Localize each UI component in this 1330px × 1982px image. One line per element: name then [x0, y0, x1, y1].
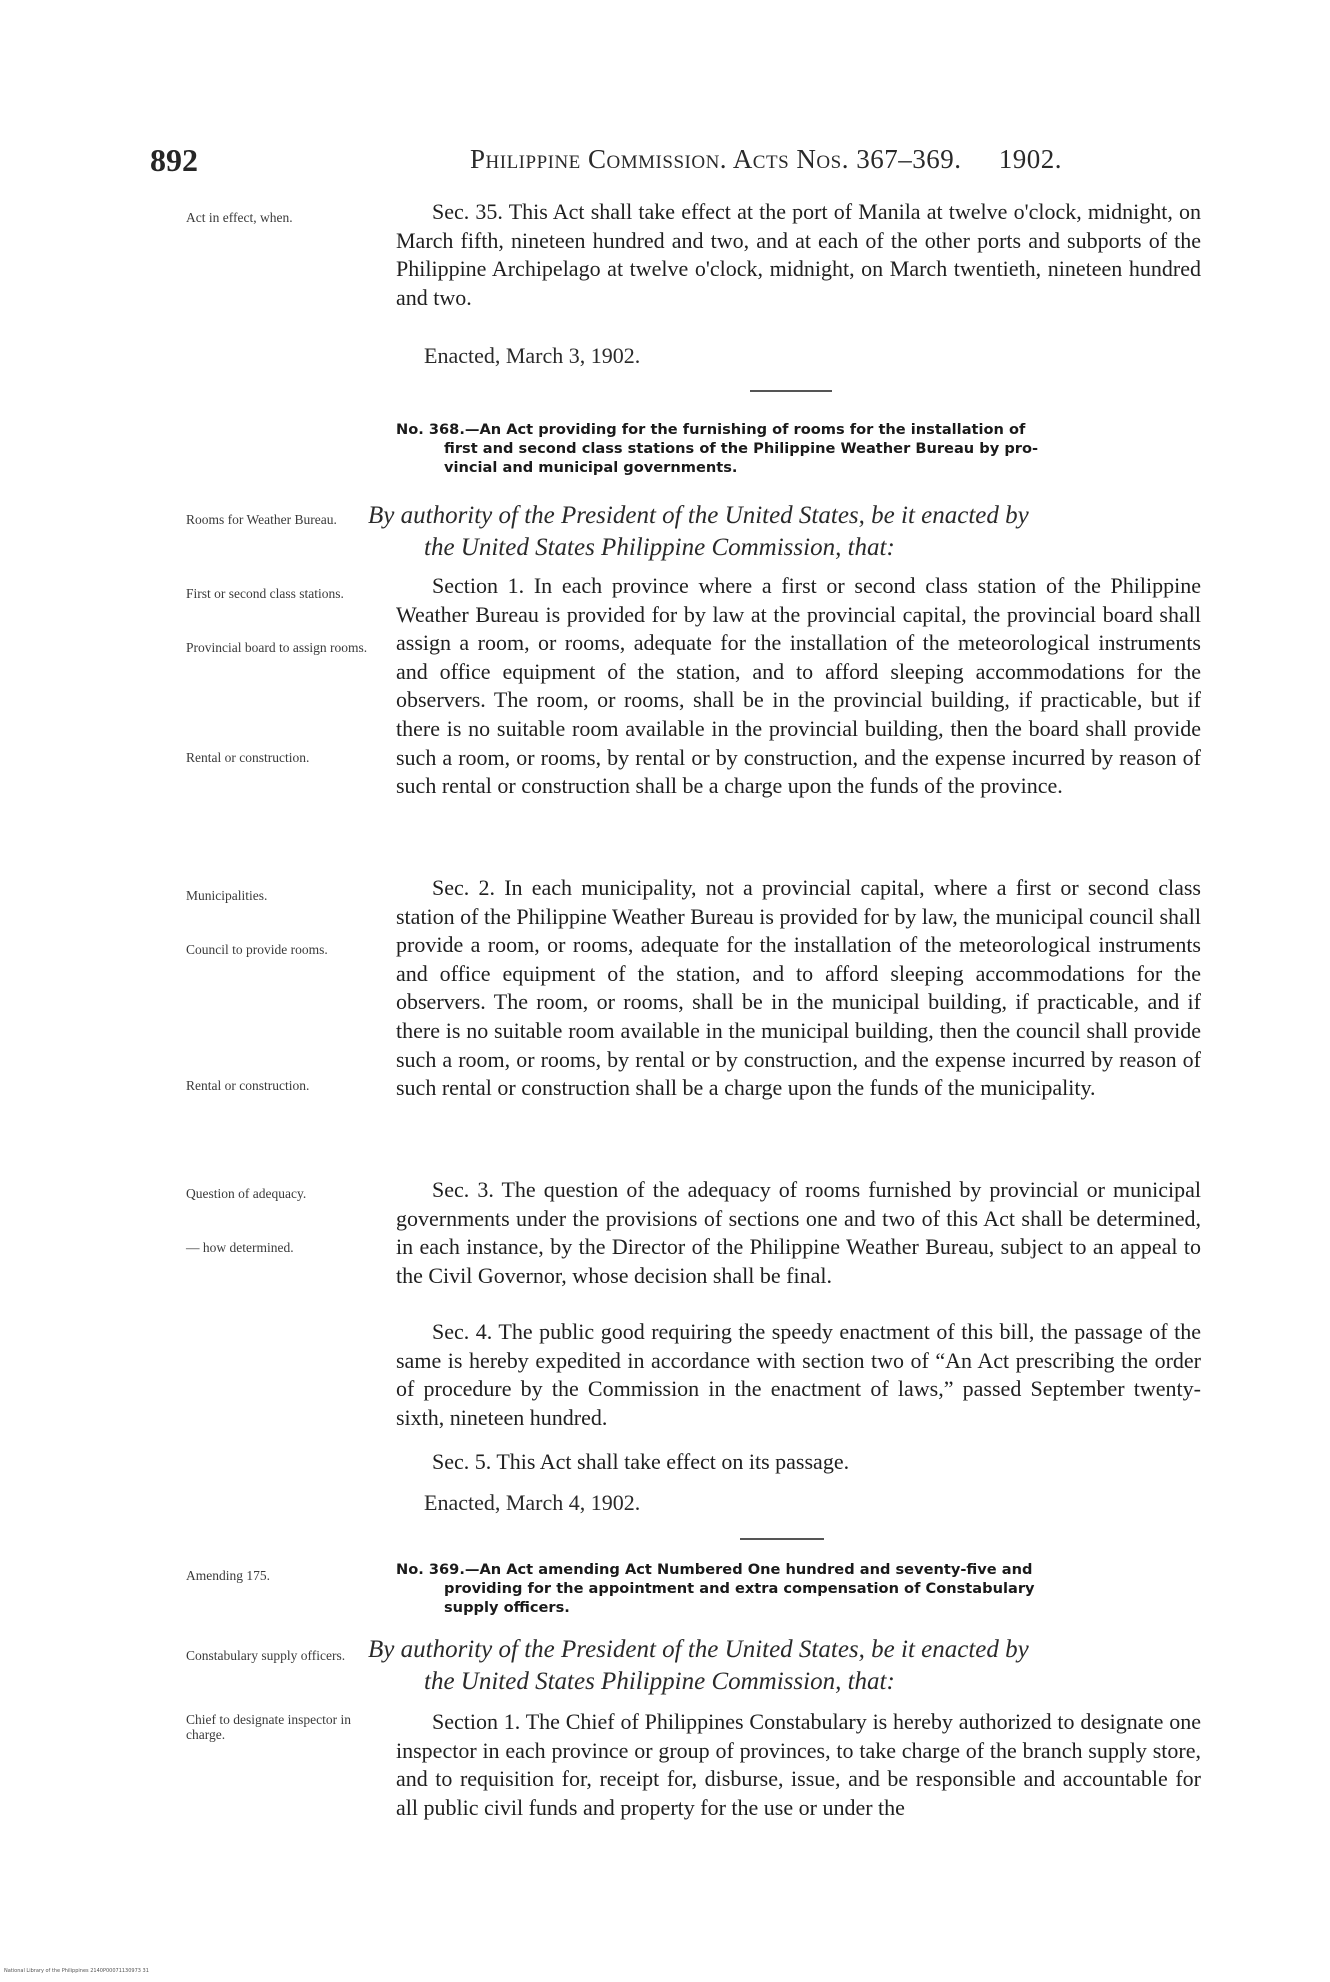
enacted-date-367: Enacted, March 3, 1902.	[424, 343, 641, 368]
act-369-number: No. 369.	[396, 1561, 465, 1578]
act-368-title-line1: —An Act providing for the furnishing of rooms for the installation of	[464, 421, 1026, 438]
page-number: 892	[150, 142, 198, 178]
enacting-clause-369-line1: By authority of the President of the United States, be it enacted by	[368, 1636, 1029, 1663]
section-2-text: Sec. 2. In each municipality, not a provincial capital, where a first or second class station of the Philippine Weather Bureau is provided for by law, the municipal council shall provide a room, or rooms, adequate for the installation of the meteorological instruments and office equipment of the station, and to afford sleeping accommodations for the observers. The room, or rooms, shall be in the municipal building, if practicable, and if there is no suitable room available in the municipal building, then the council shall provide such a room, or rooms, by rental or by construction, and the expense incurred by reason of such rental or construction shall be a charge upon the funds of the municipality.	[396, 875, 1201, 1101]
enacting-clause-line2: the United States Philippine Commission, that:	[424, 534, 895, 561]
section-divider	[750, 390, 832, 392]
act-368-number: No. 368.	[396, 421, 465, 438]
enacted-date-368: Enacted, March 4, 1902.	[424, 1490, 641, 1515]
section-4-text: Sec. 4. The public good requiring the speedy enactment of this bill, the passage of the same is hereby expedited in accordance with section two of “An Act prescribing the order of procedure by the Commission in the enactment of laws,” passed September twenty-sixth, nineteen hundred.	[396, 1319, 1201, 1430]
section-1-text: Section 1. In each province where a first or second class station of the Philippine Weather Bureau is provided for by law at the provincial capital, the provincial board shall assign a room, or rooms, adequate for the installation of the meteorological instruments and office equipment of the station, and to afford sleeping accommodations for the observers. The room, or rooms, shall be in the provincial building, if practicable, but if there is no suitable room available in the provincial building, then the board shall provide such a room, or rooms, by rental or by construction, and the expense incurred by reason of such rental or construction shall be a charge upon the funds of the province.	[396, 573, 1201, 799]
margin-note-rental-construction-1: Rental or construction.	[186, 750, 310, 765]
margin-note-rooms-weather-bureau: Rooms for Weather Bureau.	[186, 512, 337, 527]
act-368-title-line2: first and second class stations of the Philippine Weather Bureau by pro-	[444, 440, 1039, 457]
act-369-title-line2: providing for the appointment and extra compensation of Constabulary	[444, 1580, 1035, 1597]
margin-note-how-determined: — how determined.	[186, 1240, 294, 1255]
margin-note-amending-175: Amending 175.	[186, 1568, 270, 1583]
act-369-title-line3: supply officers.	[444, 1599, 570, 1616]
section-divider-2	[740, 1538, 824, 1540]
margin-note-constabulary-supply: Constabulary supply officers.	[186, 1648, 346, 1663]
section-5-text: Sec. 5. This Act shall take effect on its passage.	[432, 1449, 850, 1474]
margin-note-chief-designate: Chief to designate inspector in charge.	[186, 1712, 351, 1742]
margin-note-question-adequacy: Question of adequacy.	[186, 1186, 307, 1201]
scan-footer-note: National Library of the Philippines 2140P00071130973 31	[4, 1968, 149, 1974]
enacting-clause-line1: By authority of the President of the United States, be it enacted by	[368, 502, 1029, 529]
margin-note-provincial-board: Provincial board to assign rooms.	[186, 640, 368, 655]
margin-note-rental-construction-2: Rental or construction.	[186, 1078, 310, 1093]
running-year: 1902.	[998, 144, 1062, 174]
act-368-enacting-clause	[368, 500, 1208, 564]
act-368-heading	[396, 420, 1201, 477]
margin-note-municipalities: Municipalities.	[186, 888, 268, 903]
act-369-section-1-text: Section 1. The Chief of Philippines Constabulary is hereby authorized to designate one inspector in each province or group of provinces, to take charge of the branch supply store, and to requisition for, receipt for, disburse, issue, and be responsible and accountable for all public civil funds and property for the use or under the	[396, 1709, 1201, 1820]
act-369-heading	[396, 1560, 1201, 1617]
section-3-text: Sec. 3. The question of the adequacy of rooms furnished by provincial or municipal governments under the provisions of sections one and two of this Act shall be determined, in each instance, by the Director of the Philippine Weather Bureau, subject to an appeal to the Civil Governor, whose decision shall be final.	[396, 1177, 1201, 1288]
margin-note-first-second-class: First or second class stations.	[186, 586, 344, 601]
running-acts: Acts Nos. 367–369.	[732, 144, 962, 174]
running-title: Philippine Commission.	[470, 144, 728, 174]
section-35-text: Sec. 35. This Act shall take effect at the port of Manila at twelve o'clock, midnight, on March fifth, nineteen hundred and two, and at each of the other ports and subports of the Philippine Archipelago at twelve o'clock, midnight, on March twentieth, nineteen hundred and two.	[396, 199, 1201, 310]
act-368-title-line3: vincial and municipal governments.	[444, 459, 738, 476]
margin-note-council-rooms: Council to provide rooms.	[186, 942, 328, 957]
enacting-clause-369-line2: the United States Philippine Commission, that:	[424, 1668, 895, 1695]
act-369-enacting-clause	[368, 1634, 1208, 1698]
act-369-title-line1: —An Act amending Act Numbered One hundred and seventy-five and	[464, 1561, 1033, 1578]
running-header	[470, 144, 1062, 175]
margin-note-act-in-effect: Act in effect, when.	[186, 210, 293, 225]
